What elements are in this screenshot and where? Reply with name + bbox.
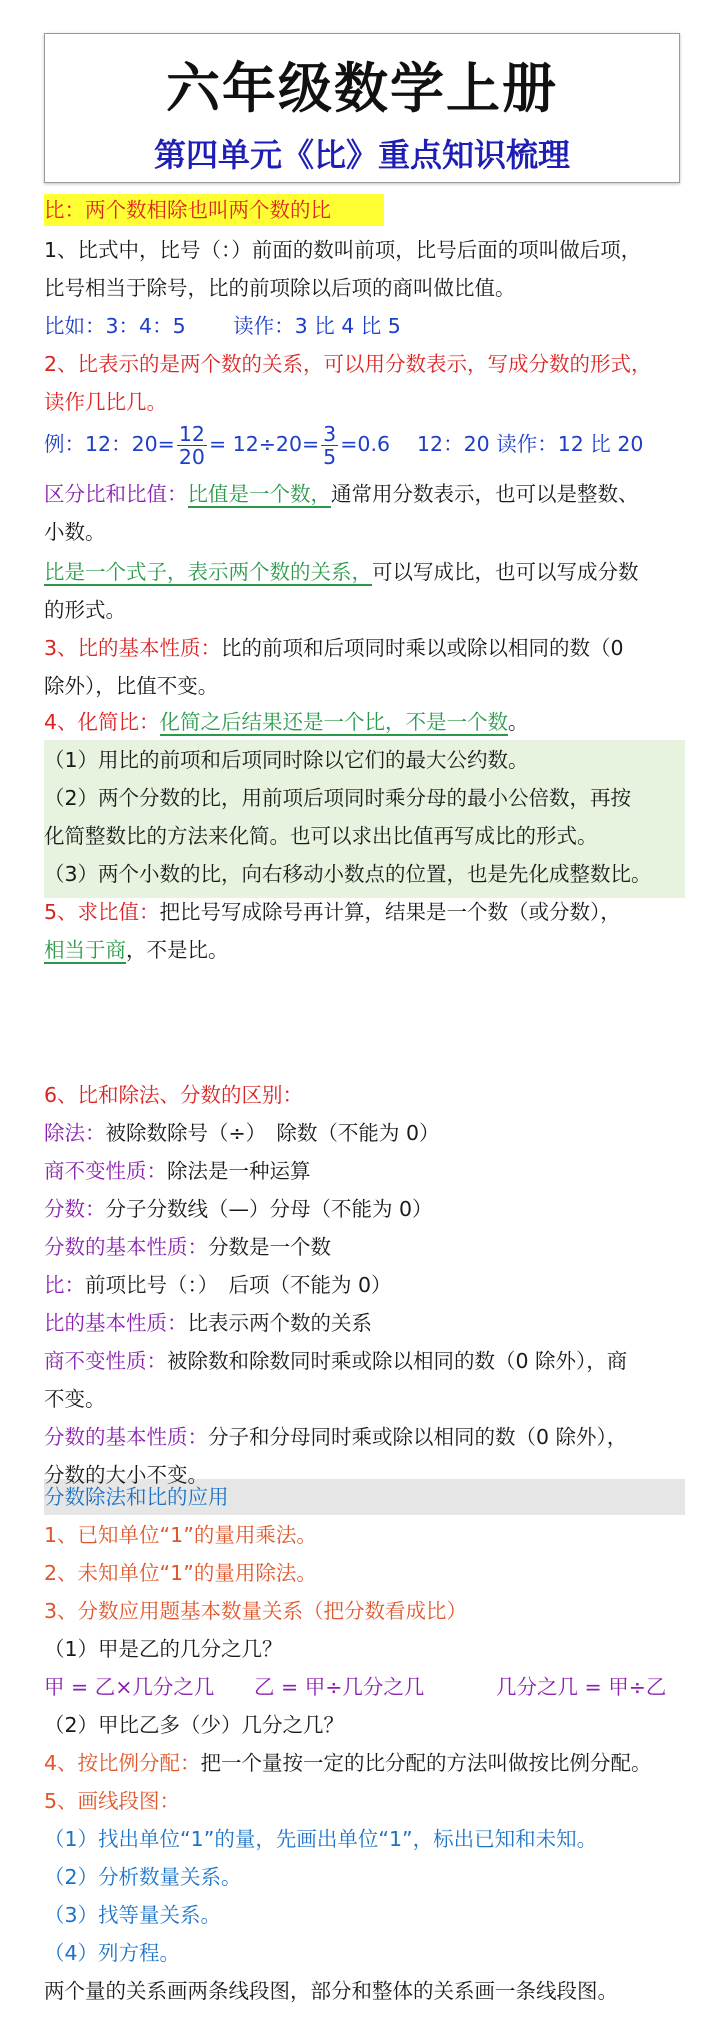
comparison-row-fraction (44, 1195, 433, 1223)
row-text: 被除数除号（÷） 除数（不能为 0） (105, 1121, 440, 1145)
point-4-end: 。 (508, 710, 529, 734)
example-2-suffix: =0.6 12：20 读作：12 比 20 (340, 432, 644, 456)
row-text: 前项比号（：） 后项（不能为 0） (85, 1273, 392, 1297)
ratio-vs-value-label: 区分比和比值： (44, 482, 188, 506)
point-3-label: 3、比的基本性质： (44, 636, 222, 660)
row-label: 商不变性质： (44, 1159, 167, 1183)
example-2 (44, 420, 643, 468)
example-1: 比如：3：4：5 读作：3 比 4 比 5 (44, 314, 401, 338)
row-text: 分子和分母同时乘或除以相同的数（0 除外）， (208, 1425, 628, 1449)
row-label: 比： (44, 1273, 85, 1297)
comparison-title: 6、比和除法、分数的区别： (44, 1083, 304, 1107)
point-3-line-1 (44, 634, 624, 662)
ratio-value-rest: 通常用分数表示，也可以是整数、 (331, 482, 639, 506)
row-text: 分子分数线（—）分母（不能为 0） (105, 1197, 433, 1221)
example-2-prefix: 例：12：20= (44, 432, 175, 456)
application-4 (44, 1749, 652, 1777)
row-text: 除法是一种运算 (167, 1159, 311, 1183)
comparison-row-fraction-rule (44, 1423, 627, 1451)
page-subtitle: 第四单元《比》重点知识梳理 (153, 136, 570, 174)
application-3: 3、分数应用题基本数量关系（把分数看成比） (44, 1599, 468, 1623)
formula-jia: 甲 = 乙×几分之几 (44, 1675, 215, 1699)
ratio-expression-rest: 可以写成比，也可以写成分数 (372, 560, 639, 584)
point-1-line-2: 比号相当于除号，比的前项除以后项的商叫做比值。 (44, 276, 516, 300)
fraction-numerator: 12 (178, 421, 205, 446)
row-label: 分数的基本性质： (44, 1235, 208, 1259)
application-1: 1、已知单位“1”的量用乘法。 (44, 1523, 317, 1547)
row-label: 除法： (44, 1121, 106, 1145)
comparison-row-ratio (44, 1271, 392, 1299)
fraction-12-20 (177, 423, 207, 468)
simplify-method-2-line-1: （2）两个分数的比，用前项后项同时乘分母的最小公倍数，再按 (44, 786, 632, 810)
row-label: 比的基本性质： (44, 1311, 188, 1335)
fraction-denominator: 5 (323, 444, 337, 469)
comparison-row-fraction-property (44, 1233, 331, 1261)
ratio-value-is-number: 比值是一个数， (187, 482, 331, 506)
row-text: 被除数和除数同时乘或除以相同的数（0 除外），商 (167, 1349, 628, 1373)
application-5: 5、画线段图： (44, 1789, 181, 1813)
point-4-line (44, 708, 529, 736)
simplify-method-2-line-2: 化简整数比的方法来化简。也可以求出比值再写成比的形式。 (44, 824, 598, 848)
example-2-middle: = 12÷20= (208, 432, 320, 456)
question-1: （1）甲是乙的几分之几？ (44, 1637, 283, 1661)
formula-yi: 乙 = 甲÷几分之几 (254, 1675, 425, 1699)
comparison-row-fraction-rule-cont: 分数的大小不变。 (44, 1463, 208, 1487)
page-title: 六年级数学上册 (166, 56, 558, 120)
question-2: （2）甲比乙多（少）几分之几？ (44, 1713, 345, 1737)
equivalent-to-quotient: 相当于商 (44, 938, 126, 962)
application-4-text: 把一个量按一定的比分配的方法叫做按比例分配。 (200, 1751, 652, 1775)
row-text: 分数是一个数 (208, 1235, 331, 1259)
diagram-summary: 两个量的关系画两条线段图，部分和整体的关系画一条线段图。 (44, 1979, 618, 2003)
comparison-row-quotient-rule-cont: 不变。 (44, 1387, 106, 1411)
ratio-is-expression-line-2: 的形式。 (44, 598, 126, 622)
application-2: 2、未知单位“1”的量用除法。 (44, 1561, 317, 1585)
title-box (44, 33, 680, 183)
point-5-label: 5、求比值： (44, 900, 160, 924)
ratio-is-expression-line-1 (44, 558, 639, 586)
comparison-row-quotient-property (44, 1157, 311, 1185)
point-5-line-2 (44, 936, 229, 964)
diagram-step-4: （4）列方程。 (44, 1941, 181, 1965)
simplify-method-1: （1）用比的前项和后项同时除以它们的最大公约数。 (44, 748, 529, 772)
point-2-line-1: 2、比表示的是两个数的关系，可以用分数表示，写成分数的形式， (44, 352, 652, 376)
diagram-step-2: （2）分析数量关系。 (44, 1865, 242, 1889)
point-3-line-2: 除外），比值不变。 (44, 674, 219, 698)
fraction-denominator: 20 (178, 444, 205, 469)
application-4-label: 4、按比例分配： (44, 1751, 201, 1775)
point-5-line-1 (44, 898, 621, 926)
row-text: 比表示两个数的关系 (187, 1311, 372, 1335)
fraction-3-5 (321, 423, 338, 468)
point-4-green-note: 化简之后结果还是一个比，不是一个数 (159, 710, 509, 734)
comparison-row-ratio-property (44, 1309, 372, 1337)
comparison-row-quotient-rule (44, 1347, 627, 1375)
row-label: 商不变性质： (44, 1349, 167, 1373)
point-5-end: ，不是比。 (126, 938, 229, 962)
point-5-rest: 把比号写成除号再计算，结果是一个数（或分数）， (159, 900, 621, 924)
row-label: 分数的基本性质： (44, 1425, 208, 1449)
point-2-line-2: 读作几比几。 (44, 390, 167, 414)
diagram-step-1: （1）找出单位“1”的量，先画出单位“1”，标出已知和未知。 (44, 1827, 598, 1851)
point-4-label: 4、化简比： (44, 710, 160, 734)
ratio-is-expression: 比是一个式子，表示两个数的关系， (44, 560, 372, 584)
diagram-step-3: （3）找等量关系。 (44, 1903, 222, 1927)
simplify-method-3: （3）两个小数的比，向右移动小数点的位置，也是先化成整数比。 (44, 862, 652, 886)
comparison-row-division (44, 1119, 440, 1147)
point-1-line-1: 1、比式中，比号（：）前面的数叫前项，比号后面的项叫做后项， (44, 238, 642, 262)
row-label: 分数： (44, 1197, 106, 1221)
ratio-vs-value-line-1 (44, 480, 639, 508)
fraction-numerator: 3 (323, 421, 337, 446)
ratio-vs-value-line-2: 小数。 (44, 520, 106, 544)
formula-fraction: 几分之几 = 甲÷乙 (496, 1675, 667, 1699)
application-title: 分数除法和比的应用 (44, 1485, 229, 1509)
point-3-rest: 比的前项和后项同时乘以或除以相同的数（0 (221, 636, 624, 660)
ratio-definition: 比：两个数相除也叫两个数的比 (44, 198, 331, 222)
